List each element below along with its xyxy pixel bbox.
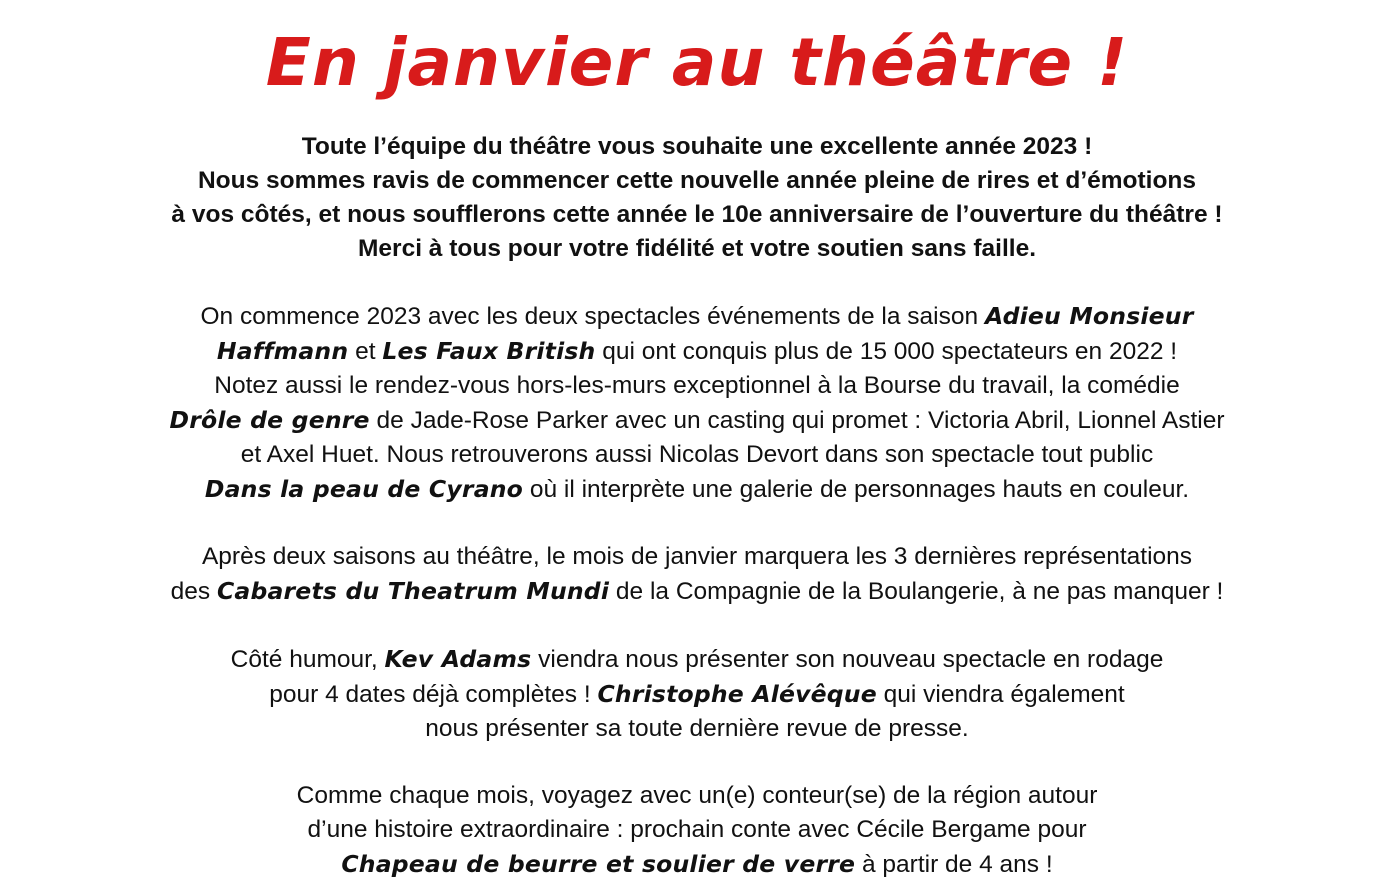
page-title: En janvier au théâtre ! [265, 24, 1129, 101]
events-line-5: et Axel Huet. Nous retrouverons aussi Nicolas Devort dans son spectacle tout public [240, 441, 1154, 468]
intro-paragraph [0, 130, 1394, 266]
cabarets-paragraph [0, 540, 1394, 609]
events-line-4 [0, 403, 1394, 438]
tale-line-2: d’une histoire extraordinaire : prochain conte avec Cécile Bergame pour [307, 816, 1087, 843]
events-line-6 [0, 472, 1394, 507]
events-text: et [348, 338, 383, 365]
humour-line-3: nous présenter sa toute dernière revue de presse. [425, 715, 969, 742]
events-paragraph [0, 299, 1394, 507]
tale-line-1: Comme chaque mois, voyagez avec un(e) conteur(se) de la région autour [296, 782, 1098, 809]
intro-line-2: Nous sommes ravis de commencer cette nouvelle année pleine de rires et d’émotions [197, 167, 1197, 194]
show-title-kev-adams: Kev Adams [384, 645, 532, 673]
events-text: qui ont conquis plus de 15 000 spectateurs en 2022 ! [595, 338, 1178, 365]
humour-text: viendra nous présenter son nouveau spectacle en rodage [531, 646, 1164, 673]
events-text: où il interprète une galerie de personnages hauts en couleur. [523, 476, 1190, 503]
events-line-3: Notez aussi le rendez-vous hors-les-murs exceptionnel à la Bourse du travail, la comédie [214, 372, 1180, 399]
show-title-chapeau-de-beurre: Chapeau de beurre et soulier de verre [341, 850, 856, 878]
humour-line-2 [0, 677, 1394, 712]
paragraph-spacer [0, 266, 1394, 299]
events-line-2 [0, 334, 1394, 369]
humour-line-1 [0, 642, 1394, 677]
paragraph-spacer [0, 609, 1394, 642]
humour-text: qui viendra également [876, 681, 1125, 708]
events-text: On commence 2023 avec les deux spectacles événements de la saison [200, 303, 985, 330]
show-title-adieu-monsieur-haffmann: Haffmann [216, 337, 349, 365]
intro-line-4: Merci à tous pour votre fidélité et votre soutien sans faille. [358, 235, 1036, 262]
humour-text: pour 4 dates déjà complètes ! [269, 681, 598, 708]
show-title-adieu-monsieur-haffmann-part: Adieu Monsieur [984, 302, 1194, 330]
intro-line-1: Toute l’équipe du théâtre vous souhaite une excellente année 2023 ! [301, 133, 1093, 160]
events-text: de Jade-Rose Parker avec un casting qui promet : Victoria Abril, Lionnel Astier [369, 407, 1225, 434]
show-title-drole-de-genre: Drôle de genre [169, 406, 370, 434]
show-title-dans-la-peau-de-cyrano: Dans la peau de Cyrano [204, 475, 524, 503]
show-title-christophe-aleveque: Christophe Alévêque [597, 680, 877, 708]
tale-text: à partir de 4 ans ! [855, 851, 1053, 878]
events-line-1 [0, 299, 1394, 334]
humour-paragraph [0, 642, 1394, 746]
cabarets-text: de la Compagnie de la Boulangerie, à ne pas manquer ! [609, 578, 1224, 605]
paragraph-spacer [0, 746, 1394, 779]
tale-line-3 [0, 847, 1394, 882]
show-title-cabarets-du-theatrum-mundi: Cabarets du Theatrum Mundi [216, 577, 610, 605]
humour-text: Côté humour, [230, 646, 385, 673]
cabarets-line-2 [0, 574, 1394, 609]
tale-paragraph [0, 779, 1394, 882]
show-title-les-faux-british: Les Faux British [382, 337, 596, 365]
cabarets-text: des [170, 578, 217, 605]
cabarets-line-1: Après deux saisons au théâtre, le mois de janvier marquera les 3 dernières représentations [201, 543, 1193, 570]
intro-line-3: à vos côtés, et nous soufflerons cette année le 10e anniversaire de l’ouverture du théâtre ! [171, 201, 1223, 228]
paragraph-spacer [0, 507, 1394, 540]
